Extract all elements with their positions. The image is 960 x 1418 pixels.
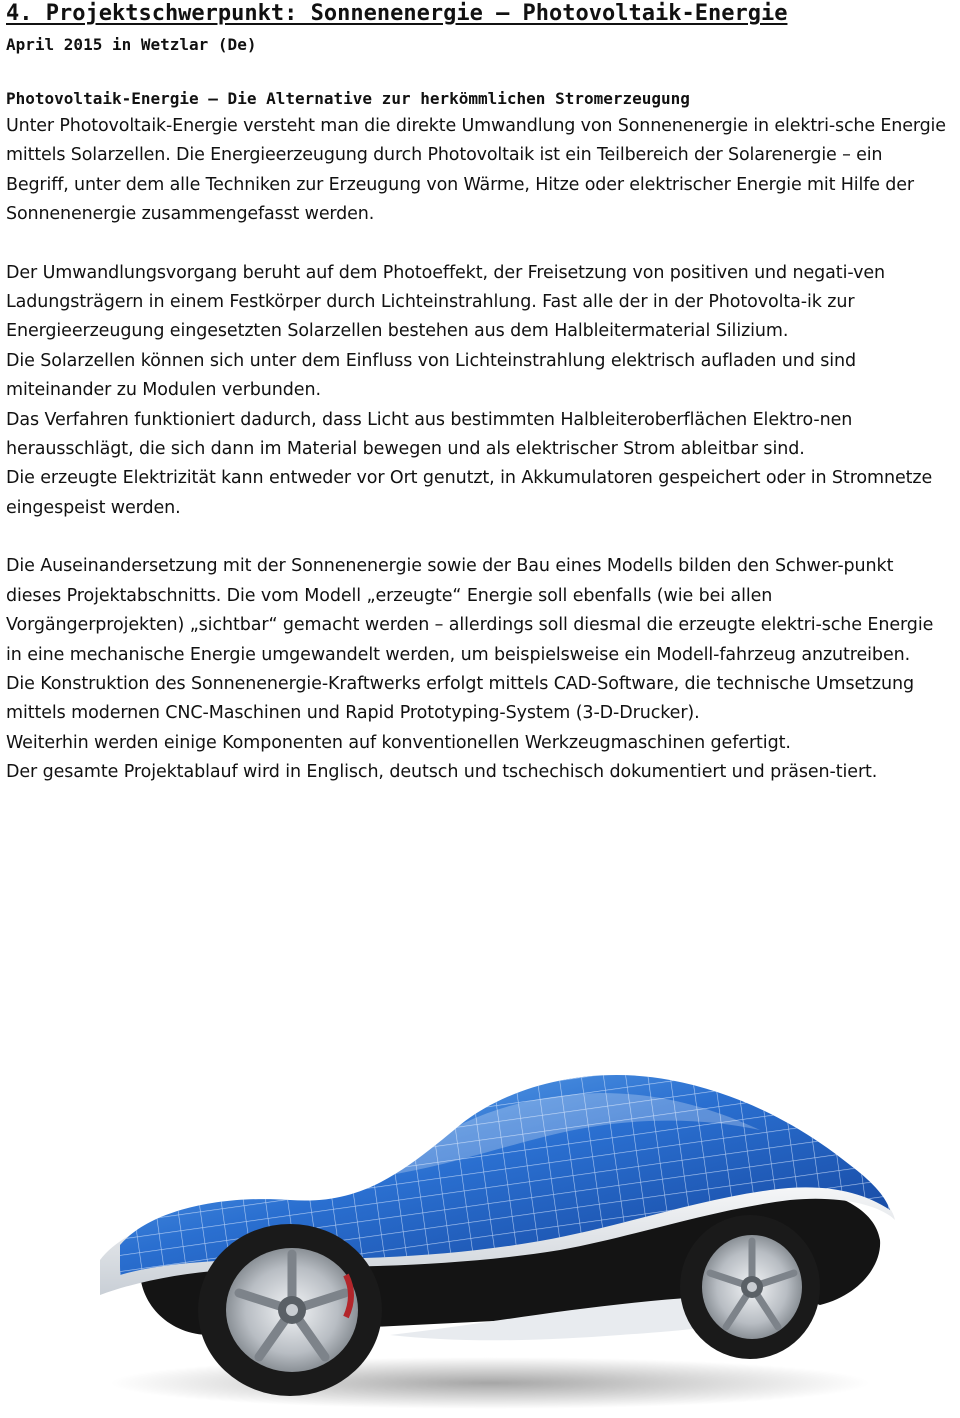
solar-car-illustration-icon (60, 1005, 920, 1415)
paragraph-project-focus: Die Auseinandersetzung mit der Sonnenenergie sowie der Bau eines Modells bilden den Schwer-punkt dieses Projektabschnitts. Die vom Modell „erzeugte“ Energie soll ebenfalls (wie bei allen Vorgängerprojekten) „sichtbar“ gemacht werden – allerdings soll diesmal die erzeugte elektri-sche Energie in eine mechanische Energie umgewandelt werden, um beispielsweise ein Modell-fahrzeug anzutreiben. (6, 556, 934, 665)
paragraph-solar-cells: Die Solarzellen können sich unter dem Einfluss von Lichteinstrahlung elektrisch aufladen und sind miteinander zu Modulen verbunden. (6, 350, 857, 401)
paragraph-construction: Die Konstruktion des Sonnenenergie-Kraftwerks erfolgt mittels CAD-Software, die technische Umsetzung mittels modernen CNC-Maschinen und Rapid Prototyping-System (3-D-Drucker). (6, 673, 914, 724)
document-title: 4. Projektschwerpunkt: Sonnenenergie – Photovoltaik-Energie (6, 1, 788, 26)
paragraph-process: Das Verfahren funktioniert dadurch, dass Licht aus bestimmten Halbleiteroberflächen Elektro-nen herausschlägt, die sich dann im Material bewegen und als elektrischer Strom ableitbar sind. (6, 409, 853, 460)
section-heading: Photovoltaik-Energie – Die Alternative zur herkömmlichen Stromerzeugung (6, 89, 690, 108)
paragraph-photoeffect: Der Umwandlungsvorgang beruht auf dem Photoeffekt, der Freisetzung von positiven und negati-ven Ladungsträgern in einem Festkörper durch Lichteinstrahlung. Fast alle der in der Photovolta-ik zur Energieerzeugung eingesetzten Solarzellen bestehen aus dem Halbleitermaterial Silizium. (6, 262, 885, 342)
document-subtitle: April 2015 in Wetzlar (De) (6, 35, 257, 54)
paragraph-electricity: Die erzeugte Elektrizität kann entweder vor Ort genutzt, in Akkumulatoren gespeichert oder in Stromnetze eingespeist werden. (6, 468, 933, 518)
front-wheel (198, 1224, 382, 1396)
paragraph-intro: Unter Photovoltaik-Energie versteht man die direkte Umwandlung von Sonnenenergie in elektri-sche Energie mittels Solarzellen. Die Energieerzeugung durch Photovoltaik ist ein Teilbereich der Solarenergie – ein Begriff, unter dem alle Techniken zur Erzeugung von Wärme, Hitze oder elektrischer Energie mit Hilfe der Sonnenenergie zusammengefasst werden. (6, 116, 946, 225)
document-page (6, 0, 950, 788)
paragraph-gap (6, 230, 950, 259)
paragraph-documentation: Der gesamte Projektablauf wird in Englisch, deutsch und tschechisch dokumentiert und präsen-tiert. (6, 762, 878, 783)
paragraph-components: Weiterhin werden einige Komponenten auf konventionellen Werkzeugmaschinen gefertigt. (6, 732, 791, 753)
rear-wheel (680, 1215, 820, 1359)
paragraph-gap (6, 523, 950, 552)
